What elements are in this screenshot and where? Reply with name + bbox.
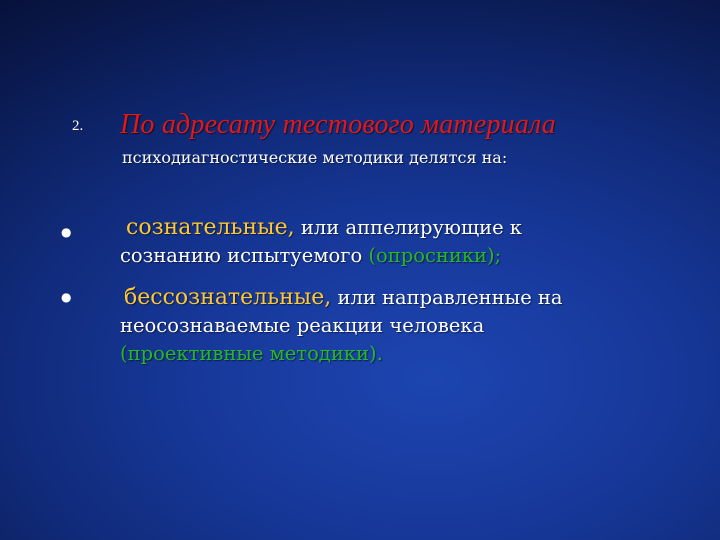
list-number: 2.	[72, 118, 84, 134]
list-item-line	[120, 284, 563, 312]
bullet-icon: ●	[61, 225, 72, 239]
note-projective: (проективные методики).	[120, 342, 383, 365]
list-item-line	[120, 242, 522, 270]
list-item-conscious	[120, 214, 522, 270]
slide-heading: По адресату тестового материала	[120, 109, 557, 140]
list-item-text: или направленные на	[331, 286, 563, 309]
list-item-text: неосознаваемые реакции человека	[120, 314, 485, 337]
term-conscious: сознательные,	[126, 215, 295, 240]
list-item-unconscious	[120, 284, 563, 368]
list-item-line	[120, 214, 522, 242]
term-unconscious: бессознательные,	[124, 285, 332, 310]
note-questionnaires: (опросники);	[368, 244, 502, 267]
list-item-line	[120, 312, 563, 340]
bullet-icon: ●	[61, 290, 72, 304]
list-item-line	[120, 340, 563, 368]
slide-subheading: психодиагностические методики делятся на:	[122, 148, 508, 167]
list-item-text: сознанию испытуемого	[120, 244, 369, 267]
list-item-text: или аппелирующие к	[294, 216, 522, 239]
